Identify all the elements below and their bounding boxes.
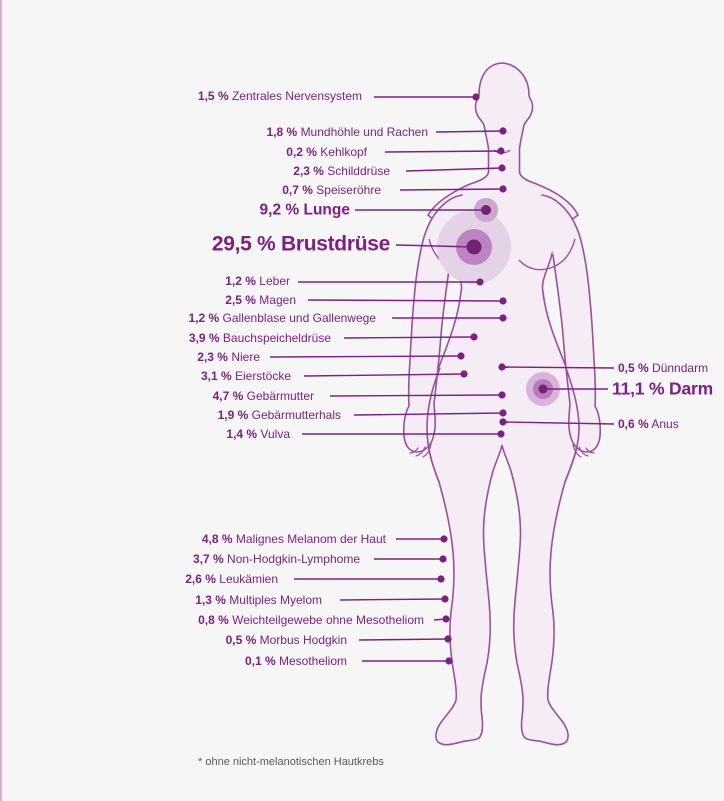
footnote: * ohne nicht-melanotischen Hautkrebs [198, 756, 384, 768]
label-name: Gallenblase und Gallenwege [222, 311, 376, 325]
label-leber [225, 275, 290, 287]
label-name: Leber [259, 274, 290, 288]
dot-mundhoehle-und-rachen [499, 127, 506, 134]
label-kehlkopf [286, 146, 367, 158]
label-speiseroehre [282, 184, 381, 196]
dot-eierstoecke [460, 370, 467, 377]
label-value: 2,6 % [185, 572, 216, 586]
connector-duenndarm [502, 367, 614, 368]
label-name: Multiples Myelom [229, 593, 322, 607]
label-darm [612, 380, 713, 398]
label-value: 0,6 % [618, 417, 649, 431]
label-gallenblase-und-gallenwege [189, 312, 376, 324]
label-magen [225, 294, 296, 306]
female-body-figure [2, 0, 724, 801]
label-gebaermutter [213, 390, 314, 402]
label-duenndarm [618, 362, 708, 374]
label-value: 1,9 % [217, 408, 249, 422]
label-name: Dünndarm [652, 361, 709, 375]
label-value: 2,3 % [293, 164, 324, 178]
label-value: 0,8 % [198, 613, 229, 627]
dot-multiples-myelom [441, 595, 448, 602]
dot-niere [457, 352, 464, 359]
label-brustdruese [212, 234, 390, 255]
label-mundhoehle-und-rachen [267, 126, 428, 138]
label-value: 3,1 % [200, 369, 232, 383]
label-name: Speiseröhre [316, 183, 381, 197]
label-name: Bauchspeicheldrüse [222, 331, 331, 345]
label-name: Darm [669, 378, 713, 399]
label-niere [197, 351, 260, 363]
label-value: 1,2 % [188, 311, 220, 325]
label-value: 4,8 % [201, 532, 233, 546]
label-name: Zentrales Nervensystem [231, 89, 362, 103]
label-name: Vulva [260, 427, 290, 441]
label-name: Niere [231, 350, 260, 364]
label-value: 9,2 % [259, 201, 300, 219]
connector-bauchspeicheldruese [344, 337, 474, 338]
dot-zentrales-nervensystem [472, 93, 479, 100]
label-schilddruese [293, 165, 390, 177]
label-value: 0,2 % [286, 145, 317, 159]
label-name: Anus [651, 417, 679, 431]
label-eierstoecke [201, 370, 291, 382]
label-name: Gebärmutterhals [251, 408, 341, 422]
label-morbus-hodgkin [226, 634, 347, 646]
label-name: Kehlkopf [320, 145, 367, 159]
dot-leukaemien [437, 575, 444, 582]
connector-speiseroehre [400, 189, 503, 190]
dot-weichteilgewebe-ohne-mesotheliom [442, 615, 449, 622]
label-multiples-myelom [195, 594, 322, 606]
dot-non-hodgkin-lymphome [439, 555, 446, 562]
label-malignes-melanom-der-haut [202, 533, 386, 545]
label-value: 3,9 % [188, 331, 220, 345]
connector-mundhoehle-und-rachen [436, 131, 503, 132]
label-name: Leukämien [219, 572, 278, 586]
label-name: Schilddrüse [327, 164, 390, 178]
dot-duenndarm [498, 363, 505, 370]
label-lunge [260, 202, 350, 218]
label-value: 2,3 % [197, 350, 228, 364]
label-value: 3,7 % [193, 552, 224, 566]
label-bauchspeicheldruese [189, 332, 331, 344]
dot-kehlkopf [497, 147, 504, 154]
label-value: 1,5 % [197, 89, 229, 103]
label-name: Mesotheliom [278, 654, 347, 668]
label-value: 0,1 % [244, 654, 276, 668]
label-name: Mundhöhle und Rachen [300, 125, 428, 139]
label-value: 1,2 % [225, 274, 256, 288]
dot-malignes-melanom-der-haut [440, 535, 447, 542]
label-zentrales-nervensystem [198, 90, 362, 102]
label-value: 29,5 % [211, 232, 276, 256]
label-value: 1,8 % [266, 125, 298, 139]
dot-speiseroehre [499, 185, 506, 192]
connector-kehlkopf [385, 151, 501, 152]
dot-anus [499, 418, 506, 425]
label-non-hodgkin-lymphome [193, 553, 360, 565]
label-weichteilgewebe-ohne-mesotheliom [198, 614, 424, 626]
label-name: Eierstöcke [234, 369, 291, 383]
dot-mesotheliom [445, 657, 452, 664]
dot-bauchspeicheldruese [470, 333, 477, 340]
label-leukaemien [185, 573, 278, 585]
dot-gebaermutter [498, 391, 505, 398]
label-value: 1,4 % [226, 427, 258, 441]
dot-schilddruese [498, 164, 505, 171]
connector-morbus-hodgkin [359, 639, 448, 640]
label-value: 11,1 % [612, 378, 665, 399]
label-name: Magen [259, 293, 296, 307]
label-value: 4,7 % [212, 389, 244, 403]
label-value: 0,7 % [282, 183, 313, 197]
label-name: Lunge [303, 201, 350, 219]
dot-gebaermutterhals [499, 409, 506, 416]
connector-schilddruese [406, 168, 502, 171]
dot-magen [499, 297, 506, 304]
label-name: Morbus Hodgkin [259, 633, 347, 647]
label-value: 0,5 % [618, 361, 649, 375]
label-name: Gebärmutter [246, 389, 314, 403]
label-value: 0,5 % [225, 633, 257, 647]
label-name: Brustdrüse [280, 232, 390, 256]
dot-vulva [497, 430, 504, 437]
dot-leber [476, 278, 483, 285]
label-name: Weichteilgewebe ohne Mesotheliom [232, 613, 424, 627]
dot-gallenblase-und-gallenwege [499, 314, 506, 321]
label-gebaermutterhals [218, 409, 341, 421]
label-mesotheliom [245, 655, 347, 667]
label-anus [618, 418, 679, 430]
connector-multiples-myelom [340, 599, 445, 600]
label-vulva [226, 428, 290, 440]
dot-morbus-hodgkin [444, 635, 451, 642]
label-value: 2,5 % [225, 293, 256, 307]
label-value: 1,3 % [195, 593, 226, 607]
label-name: Non-Hodgkin-Lymphome [227, 552, 360, 566]
label-name: Malignes Melanom der Haut [235, 532, 386, 546]
